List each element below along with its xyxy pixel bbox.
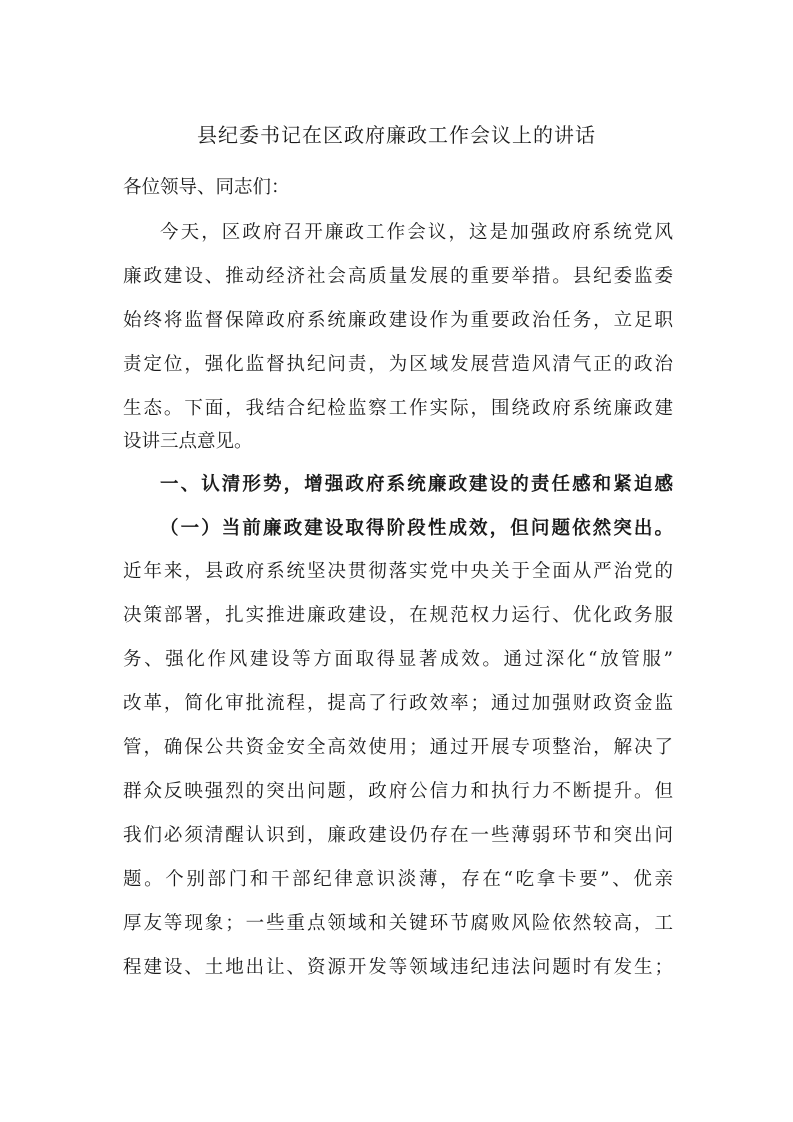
paragraph-line: 今天，区政府召开廉政工作会议，这是加强政府系统党风 [160,222,673,243]
paragraph-line: 廉政建设、推动经济社会高质量发展的重要举措。县纪委监委 [123,266,673,287]
paragraph-line: 始终将监督保障政府系统廉政建设作为重要政治任务，立足职 [123,310,673,331]
paragraph-line: 群众反映强烈的突出问题，政府公信力和执行力不断提升。但 [123,781,673,802]
paragraph-line: 题。个别部门和干部纪律意识淡薄，存在“吃拿卡要”、优亲 [123,869,673,890]
paragraph-line: 改革，简化审批流程，提高了行政效率；通过加强财政资金监 [123,693,673,714]
paragraph-line: 近年来，县政府系统坚决贯彻落实党中央关于全面从严治党的 [123,561,673,582]
paragraph-line: 厚友等现象；一些重点领域和关键环节腐败风险依然较高，工 [123,913,673,934]
paragraph-line: 程建设、土地出让、资源开发等领域违纪违法问题时有发生； [123,957,673,978]
paragraph-line: 管，确保公共资金安全高效使用；通过开展专项整治，解决了 [123,737,673,758]
paragraph-line: 设讲三点意见。 [123,431,253,452]
paragraph-line: 我们必须清醒认识到，廉政建设仍存在一些薄弱环节和突出问 [123,825,673,846]
document-title: 县纪委书记在区政府廉政工作会议上的讲话 [197,123,596,147]
section-heading: 一、认清形势，增强政府系统廉政建设的责任感和紧迫感 [160,474,673,495]
paragraph-line: 决策部署，扎实推进廉政建设，在规范权力运行、优化政务服 [123,605,673,626]
paragraph-line: 生态。下面，我结合纪检监察工作实际，围绕政府系统廉政建 [123,398,673,419]
paragraph-line: 务、强化作风建设等方面取得显著成效。通过深化“放管服” [123,649,673,670]
paragraph-line: 责定位，强化监督执纪问责，为区域发展营造风清气正的政治 [123,354,673,375]
salutation: 各位领导、同志们： [123,177,290,198]
subsection-heading: （一）当前廉政建设取得阶段性成效，但问题依然突出。 [160,518,673,539]
